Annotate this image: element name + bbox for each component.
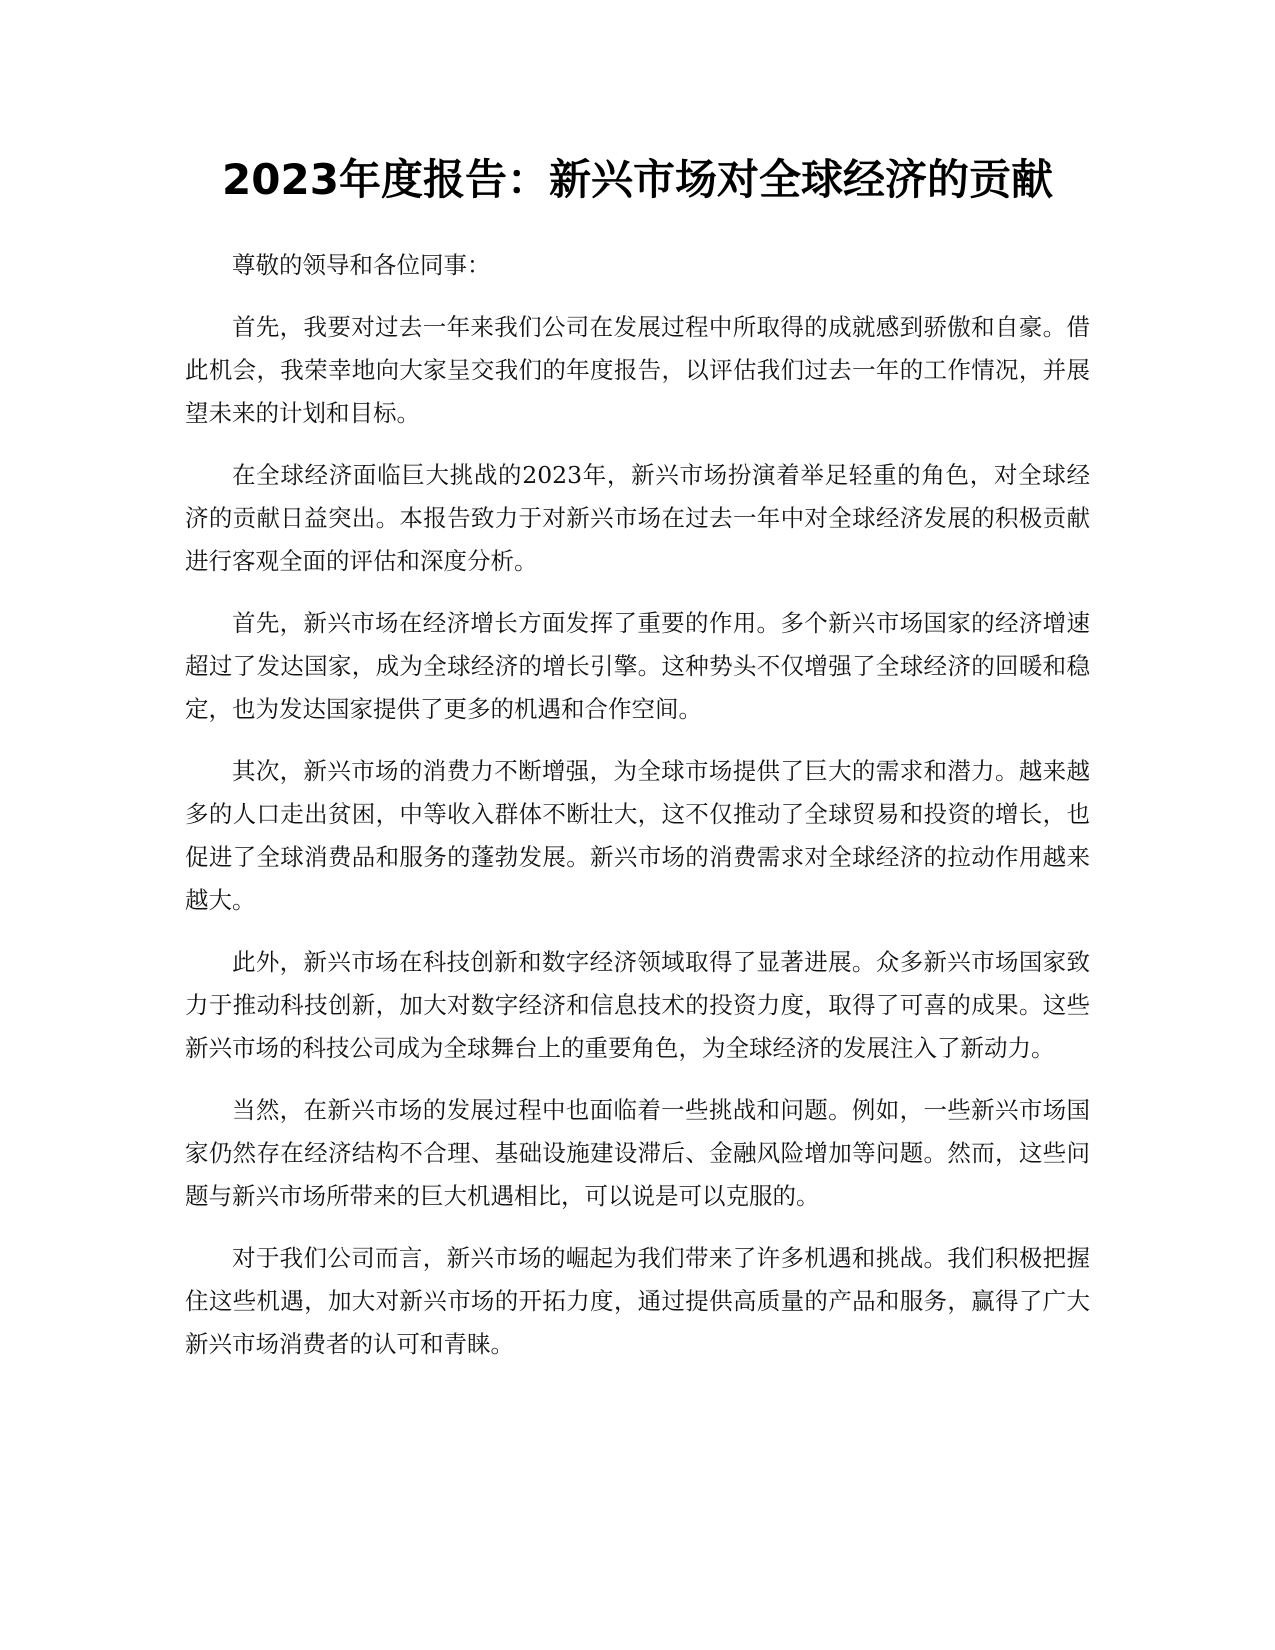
document-body bbox=[185, 244, 1090, 1385]
paragraph-technology: 此外，新兴市场在科技创新和数字经济领域取得了显著进展。众多新兴市场国家致力于推动科技创新，加大对数字经济和信息技术的投资力度，取得了可喜的成果。这些新兴市场的科技公司成为全球舞台上的重要角色，为全球经济的发展注入了新动力。 bbox=[185, 948, 1090, 1062]
paragraph-consumption: 其次，新兴市场的消费力不断增强，为全球市场提供了巨大的需求和潜力。越来越多的人口走出贫困，中等收入群体不断壮大，这不仅推动了全球贸易和投资的增长，也促进了全球消费品和服务的蓬勃发展。新兴市场的消费需求对全球经济的拉动作用越来越大。 bbox=[185, 757, 1090, 914]
paragraph-company: 对于我们公司而言，新兴市场的崛起为我们带来了许多机遇和挑战。我们积极把握住这些机遇，加大对新兴市场的开拓力度，通过提供高质量的产品和服务，赢得了广大新兴市场消费者的认可和青睐。 bbox=[185, 1244, 1090, 1358]
paragraph-growth: 首先，新兴市场在经济增长方面发挥了重要的作用。多个新兴市场国家的经济增速超过了发达国家，成为全球经济的增长引擎。这种势头不仅增强了全球经济的回暖和稳定，也为发达国家提供了更多的机遇和合作空间。 bbox=[185, 609, 1090, 723]
paragraph-context: 在全球经济面临巨大挑战的2023年，新兴市场扮演着举足轻重的角色，对全球经济的贡献日益突出。本报告致力于对新兴市场在过去一年中对全球经济发展的积极贡献进行客观全面的评估和深度分析。 bbox=[185, 461, 1090, 575]
paragraph-challenges: 当然，在新兴市场的发展过程中也面临着一些挑战和问题。例如，一些新兴市场国家仍然存在经济结构不合理、基础设施建设滞后、金融风险增加等问题。然而，这些问题与新兴市场所带来的巨大机遇相比，可以说是可以克服的。 bbox=[185, 1096, 1090, 1210]
document-title: 2023年度报告：新兴市场对全球经济的贡献 bbox=[222, 155, 1053, 204]
paragraph-salutation: 尊敬的领导和各位同事： bbox=[232, 251, 491, 279]
paragraph-intro: 首先，我要对过去一年来我们公司在发展过程中所取得的成就感到骄傲和自豪。借此机会，我荣幸地向大家呈交我们的年度报告，以评估我们过去一年的工作情况，并展望未来的计划和目标。 bbox=[185, 313, 1090, 427]
